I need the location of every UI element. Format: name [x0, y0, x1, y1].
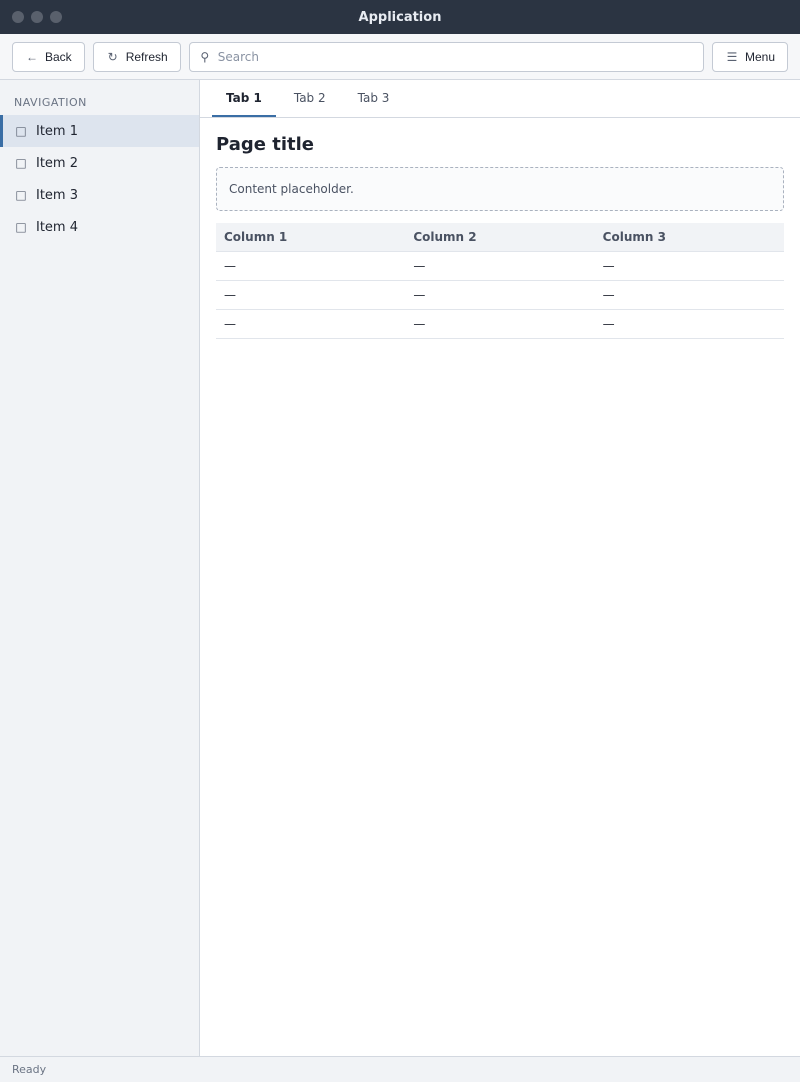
close-window-button[interactable]: [12, 11, 24, 23]
table-cell: —: [405, 252, 594, 281]
table-cell: —: [216, 252, 405, 281]
arrow-left-icon: ←: [26, 49, 38, 64]
sidebar-item-3[interactable]: [0, 179, 199, 211]
sidebar-heading: NAVIGATION: [14, 96, 87, 109]
status-bar: [0, 1056, 800, 1082]
folder-icon: □: [15, 220, 27, 234]
content-area: [200, 118, 800, 1056]
toolbar: [0, 34, 800, 80]
back-button-label: Back: [45, 49, 72, 64]
sidebar-item-label: Item 3: [36, 187, 78, 203]
refresh-button[interactable]: [93, 42, 181, 72]
refresh-icon: ↻: [107, 49, 118, 64]
tab-2[interactable]: Tab 2: [293, 90, 326, 105]
search-box: [189, 42, 704, 72]
table-cell: —: [216, 310, 405, 339]
tab-bar: [200, 80, 800, 118]
placeholder-notice: Content placeholder.: [216, 167, 784, 211]
sidebar-item-2[interactable]: [0, 147, 199, 179]
page-title: Page title: [216, 134, 314, 155]
title-bar: [0, 0, 800, 34]
window-controls: [12, 11, 62, 23]
minimize-window-button[interactable]: [31, 11, 43, 23]
tab-1[interactable]: Tab 1: [212, 80, 276, 117]
sidebar-item-label: Item 4: [36, 219, 78, 235]
table-cell: —: [405, 310, 594, 339]
sidebar-item-label: Item 2: [36, 155, 78, 171]
table-cell: —: [216, 281, 405, 310]
table-header-row: [216, 223, 784, 252]
menu-button[interactable]: [712, 42, 788, 72]
column-header[interactable]: Column 3: [595, 223, 784, 252]
table-row[interactable]: [216, 252, 784, 281]
folder-icon: □: [15, 124, 27, 138]
sidebar-item-label: Item 1: [36, 123, 78, 139]
window-body: [0, 80, 800, 1056]
search-input[interactable]: [218, 50, 695, 64]
folder-icon: □: [15, 188, 27, 202]
column-header[interactable]: Column 2: [405, 223, 594, 252]
sidebar-item-4[interactable]: [0, 211, 199, 243]
back-button[interactable]: [12, 42, 85, 72]
table-cell: —: [405, 281, 594, 310]
table-cell: —: [595, 252, 784, 281]
menu-button-label: Menu: [744, 49, 775, 64]
maximize-window-button[interactable]: [50, 11, 62, 23]
folder-icon: □: [15, 156, 27, 170]
data-table: [216, 223, 784, 339]
sidebar: [0, 80, 200, 1056]
main-panel: [200, 80, 800, 1056]
table-cell: —: [595, 281, 784, 310]
sidebar-item-1[interactable]: [0, 115, 199, 147]
status-text: Ready: [12, 1063, 47, 1076]
search-icon: ⚲: [200, 49, 210, 64]
window-title: Application: [358, 9, 442, 25]
table-row[interactable]: [216, 281, 784, 310]
column-header[interactable]: Column 1: [216, 223, 405, 252]
table-cell: —: [595, 310, 784, 339]
refresh-button-label: Refresh: [125, 49, 168, 64]
table-row[interactable]: [216, 310, 784, 339]
menu-icon: ☰: [726, 49, 738, 64]
tab-3[interactable]: Tab 3: [357, 90, 390, 105]
